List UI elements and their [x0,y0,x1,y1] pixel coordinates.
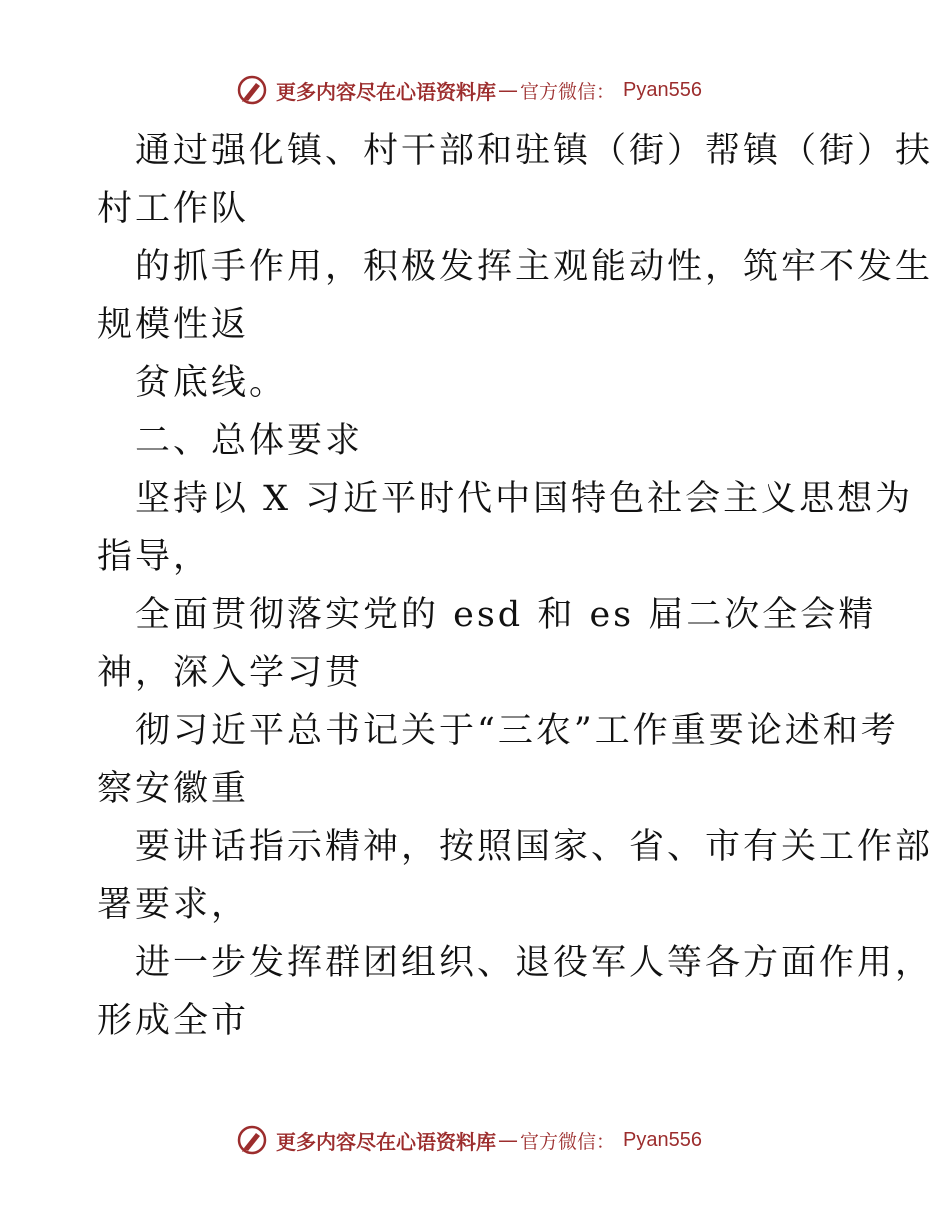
text-line: 村工作队 [97,189,250,229]
text-line: 全面贯彻落实党的 esd 和 es 届二次全会精 [135,595,877,635]
text-line: 署要求， [97,885,250,925]
watermark-title: 更多内容尽在心语资料库 [276,79,496,104]
watermark-title: 更多内容尽在心语资料库 [276,1129,496,1154]
text-line: 规模性返 [97,305,250,345]
watermark-wechat-label: 官方微信： [520,80,616,103]
text-line: 进一步发挥群团组织、退役军人等各方面作用， [135,943,934,983]
text-line: 察安徽重 [97,769,250,809]
watermark-wechat-id: Pyan556 [623,1128,702,1151]
text-line: 彻习近平总书记关于“三农”工作重要论述和考 [135,711,899,751]
text-line: 坚持以 X 习近平时代中国特色社会主义思想为 [135,479,914,519]
pen-logo-icon [236,1124,268,1156]
text-line: 形成全市 [97,1001,250,1041]
header-watermark [236,70,702,110]
section-heading: 二、总体要求 [135,421,364,461]
footer-watermark [236,1120,702,1160]
watermark-wechat-label: 官方微信： [520,1130,616,1153]
text-line: 要讲话指示精神，按照国家、省、市有关工作部 [135,827,934,867]
text-line: 指导， [97,537,212,577]
text-line: 的抓手作用，积极发挥主观能动性，筑牢不发生 [135,247,934,287]
text-line: 神，深入学习贯 [97,653,364,693]
pen-logo-icon [236,74,268,106]
document-body [97,122,934,1050]
watermark-dash: — [498,78,518,102]
text-line: 贫底线。 [135,363,288,403]
watermark-dash: — [498,1128,518,1152]
text-line: 通过强化镇、村干部和驻镇（街）帮镇（街）扶 [135,131,934,171]
watermark-wechat-id: Pyan556 [623,78,702,101]
